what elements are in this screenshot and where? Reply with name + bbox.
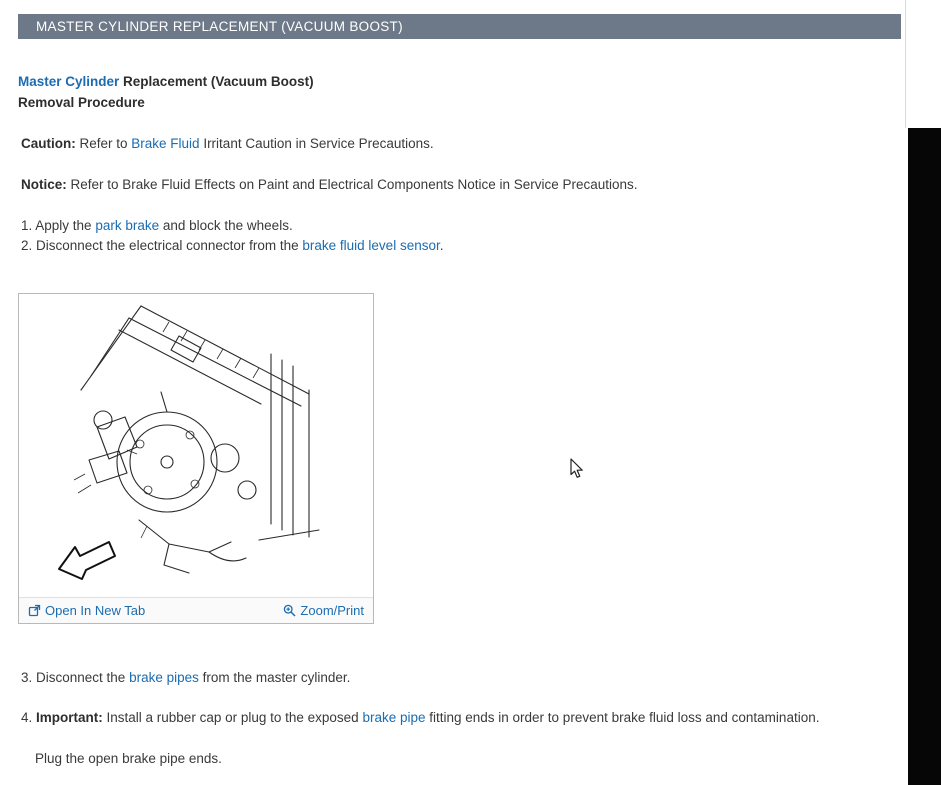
master-cylinder-illustration xyxy=(19,294,373,597)
caution-post: Irritant Caution in Service Precautions. xyxy=(199,136,434,151)
step4-num: 4. xyxy=(21,710,37,725)
document-title xyxy=(18,71,314,92)
step-4 xyxy=(21,708,819,728)
park-brake-link[interactable]: park brake xyxy=(95,218,160,233)
title-rest: Replacement (Vacuum Boost) xyxy=(119,74,314,89)
step2-post: . xyxy=(439,238,444,253)
steps-1-2 xyxy=(21,216,443,256)
step-4b xyxy=(35,749,222,769)
step1-pre: 1. Apply the xyxy=(21,218,96,233)
caution-pre: Refer to xyxy=(75,136,132,151)
brake-fluid-level-sensor-link[interactable]: brake fluid level sensor xyxy=(302,238,440,253)
step4-pre: Install a rubber cap or plug to the exposed xyxy=(102,710,363,725)
important-label: Important: xyxy=(36,710,103,725)
figure-footer xyxy=(19,597,373,623)
step4-post: fitting ends in order to prevent brake fluid loss and contamination. xyxy=(425,710,820,725)
section-title: MASTER CYLINDER REPLACEMENT (VACUUM BOOST) xyxy=(36,19,403,34)
content-edge-divider xyxy=(905,0,906,128)
figure-box xyxy=(18,293,374,624)
brake-fluid-link[interactable]: Brake Fluid xyxy=(131,136,200,151)
master-cylinder-link[interactable]: Master Cylinder xyxy=(18,74,120,89)
zoom-print-label: Zoom/Print xyxy=(300,603,364,618)
brake-pipe-link[interactable]: brake pipe xyxy=(362,710,426,725)
mouse-cursor-icon xyxy=(570,458,584,479)
step-3 xyxy=(21,668,350,688)
document-title-block xyxy=(18,71,314,113)
caution-label: Caution: xyxy=(21,136,76,151)
notice-label: Notice: xyxy=(21,177,67,192)
brake-pipes-link[interactable]: brake pipes xyxy=(129,670,199,685)
step1-post: and block the wheels. xyxy=(159,218,293,233)
step3-post: from the master cylinder. xyxy=(198,670,351,685)
right-black-panel xyxy=(908,128,941,785)
section-header-bar xyxy=(18,14,901,39)
callout-arrow xyxy=(59,542,115,579)
step-1 xyxy=(21,216,443,236)
step4b-text: Plug the open brake pipe ends. xyxy=(35,751,222,766)
zoom-magnifier-icon xyxy=(283,604,296,617)
open-in-new-tab-link[interactable] xyxy=(28,603,145,618)
step3-pre: 3. Disconnect the xyxy=(21,670,130,685)
notice-paragraph xyxy=(21,175,638,195)
step2-pre: 2. Disconnect the electrical connector from the xyxy=(21,238,303,253)
open-in-new-tab-icon xyxy=(28,604,41,617)
removal-procedure-subtitle: Removal Procedure xyxy=(18,95,145,110)
notice-text: Refer to Brake Fluid Effects on Paint and Electrical Components Notice in Service Precautions. xyxy=(66,177,638,192)
zoom-print-link[interactable] xyxy=(283,603,364,618)
step-2 xyxy=(21,236,443,256)
open-in-new-tab-label: Open In New Tab xyxy=(45,603,146,618)
caution-paragraph xyxy=(21,134,434,154)
